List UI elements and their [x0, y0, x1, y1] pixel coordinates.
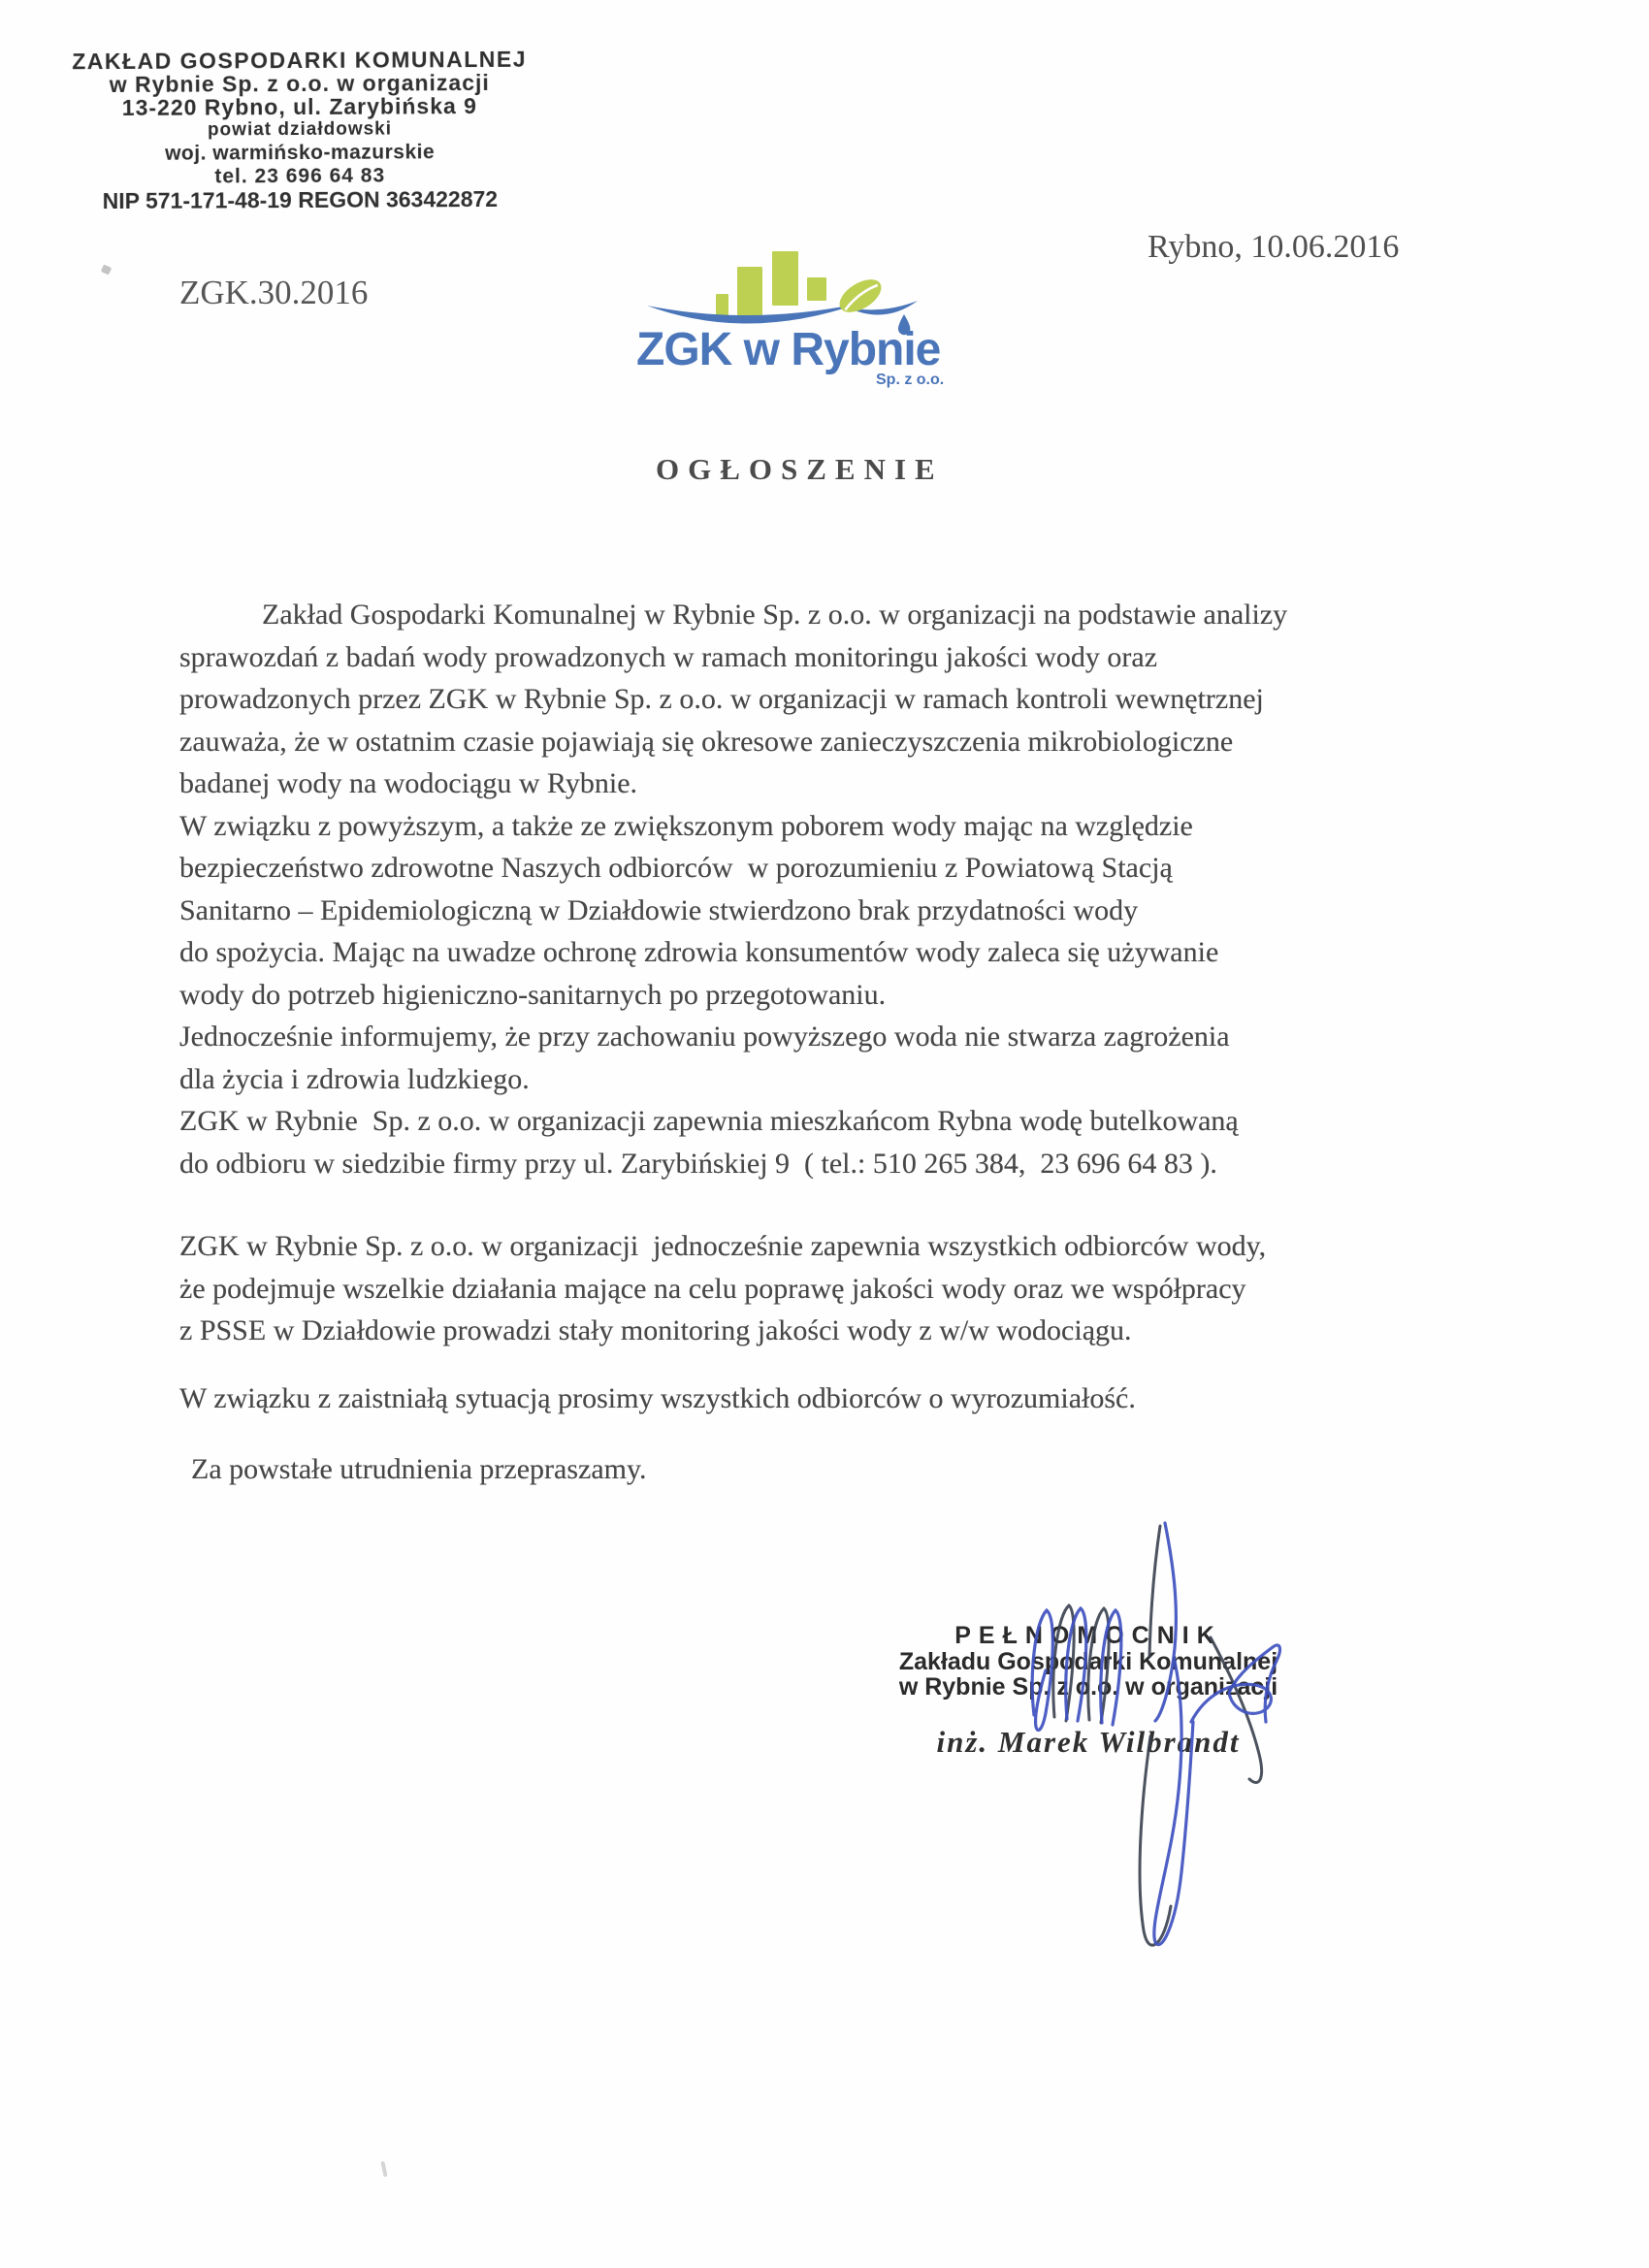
logo-title: ZGK w Rybnie: [636, 324, 941, 375]
company-stamp: [66, 48, 534, 213]
body-line: Zakład Gospodarki Komunalnej w Rybnie Sp. z o.o. w organizacji na podstawie analizy: [262, 599, 1288, 631]
body-line: bezpieczeństwo zdrowotne Naszych odbiorców w porozumieniu z Powiatową Stacją: [179, 852, 1173, 884]
body-line: wody do potrzeb higieniczno-sanitarnych po przegotowaniu.: [179, 978, 887, 1011]
body-line: Sanitarno – Epidemiologiczną w Działdowie stwierdzono brak przydatności wody: [179, 893, 1139, 926]
logo-subtitle: Sp. z o.o.: [876, 372, 945, 388]
body-line: Jednocześnie informujemy, że przy zachowaniu powyższego woda nie stwarza zagrożenia: [179, 1021, 1230, 1053]
body-line: W związku z powyższym, a także ze zwiększonym poborem wody mając na względzie: [179, 809, 1193, 842]
body-line: sprawozdań z badań wody prowadzonych w ramach monitoringu jakości wody oraz: [179, 640, 1158, 673]
body-line: dla życia i zdrowia ludzkiego.: [179, 1062, 530, 1095]
stamp-nip-regon: NIP 571-171-48-19 REGON 363422872: [102, 185, 499, 214]
stamp-company-name: ZAKŁAD GOSPODARKI KOMUNALNEJ: [72, 46, 528, 75]
stamp-county: powiat działdowski: [207, 118, 393, 141]
zgk-logo: [630, 245, 960, 393]
body-line: do odbioru w siedzibie firmy przy ul. Zarybińskiej 9 ( tel.: 510 265 384, 23 696 64 83 ).: [179, 1147, 1217, 1180]
body-line: ZGK w Rybnie Sp. z o.o. w organizacji zapewnia mieszkańcom Rybna wodę butelkowaną: [179, 1105, 1239, 1137]
stamp-address: 13-220 Rybno, ul. Zarybińska 9: [121, 93, 478, 120]
stamp-phone: tel. 23 696 64 83: [214, 164, 386, 188]
signatory-org-line2: w Rybnie Sp. z o.o. w organizacji: [898, 1673, 1278, 1701]
stamp-voivodeship: woj. warmińsko-mazurskie: [165, 141, 436, 165]
body-line: ZGK w Rybnie Sp. z o.o. w organizacji jednocześnie zapewnia wszystkich odbiorców wody,: [179, 1230, 1267, 1262]
signatory-org-line1: Zakładu Gospodarki Komunalnej: [898, 1648, 1278, 1675]
body-line: W związku z zaistniałą sytuacją prosimy wszystkich odbiorców o wyrozumiałość.: [179, 1381, 1136, 1414]
bar-chart-icon: [716, 251, 826, 315]
scan-artifact: [101, 264, 113, 275]
signatory-name: inż. Marek Wilbrandt: [936, 1725, 1241, 1759]
body-line: do spożycia. Mając na uwadze ochronę zdrowia konsumentów wody zaleca się używanie: [179, 936, 1219, 968]
stamp-company-form: w Rybnie Sp. z o.o. w organizacji: [109, 69, 490, 98]
signatory-role: PEŁNOMOCNIK: [954, 1622, 1222, 1649]
handwritten-signature: [922, 1494, 1310, 2037]
body-line: prowadzonych przez ZGK w Rybnie Sp. z o.o. w organizacji w ramach kontroli wewnętrznej: [179, 683, 1264, 715]
reference-number: ZGK.30.2016: [179, 274, 369, 311]
body-line: z PSSE w Działdowie prowadzi stały monitoring jakości wody z w/w wodociągu.: [179, 1314, 1132, 1346]
body-line: Za powstałe utrudnienia przepraszamy.: [191, 1453, 647, 1485]
body-line: że podejmuje wszelkie działania mające na celu poprawę jakości wody oraz we współpracy: [179, 1272, 1246, 1305]
body-line: zauważa, że w ostatnim czasie pojawiają się okresowe zanieczyszczenia mikrobiologiczne: [179, 725, 1234, 758]
scan-artifact: [380, 2161, 387, 2177]
document-title: OGŁOSZENIE: [656, 452, 944, 486]
dateline: Rybno, 10.06.2016: [1148, 229, 1400, 265]
letter-body: [179, 594, 1470, 1491]
body-line: badanej wody na wodociągu w Rybnie.: [179, 767, 638, 799]
